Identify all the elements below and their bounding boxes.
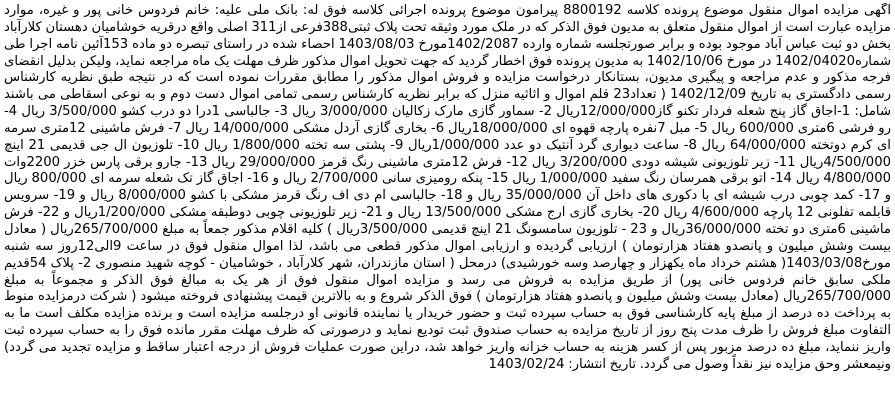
publish-date: 1403/02/24: [488, 356, 565, 372]
auction-notice-text: [4, 3, 891, 408]
notice-paragraph: [4, 3, 891, 374]
notice-body: آگهی مزایده اموال منقول موضوع پرونده کلاسه 8800192 پیرامون موضوع پرونده اجرائی کلاسه فوق له: بانک ملی علیه: خانم فردوس خانی پور و غیره، موارد مزایده عبارت است از اموال منقول متعلق به مدیون فوق الذکر که در ملک مورد وثیقه تحت پلاک ثبتی388فرعی از311 اصلی واقع درقریه خوشامیان دهستان کلارآباد بخش دو ثبت عباس آباد موجود بوده و برابر صورتجلسه شماره وارده 1402/2087مورخ 1403/08/03 احصاء شده در راستای تبصره دو ماده 153آئین نامه اجرا طی شماره1402/04020 در مورخ 1402/10/06 به مدیون پرونده فوق اخطار گردید که جهت تحویل اموال مذکور ظرف مهلت یک ماه مراجعه نماید، ولیکن بدلیل انقضای فرجه مذکور و عدم مراجعه و پیگیری مدیون، بستانکار درخواست مزایده و فروش اموال مذکور را مطابق مقررات نموده است که در نتیجه طبق نظریه کارشناس رسمی دادگستری به تاریخ 1402/12/09 ( تعداد23 قلم اموال و اثاثیه منزل که برابر نظریه کارشناس رسمی تمامی اموال دست دوم و به نوعی اسقاطی می باشند شامل: 1-اجاق گاز پنج شعله فردار تکنو گاز12/000/000ریال 2- سماور گازی مارک زکالیان 3/000/000 ریال 3- جالباسی 1درا دو درب کشو 3/500/000 ریال 4- رو فرشی 6متری 600/000 ریال 5- مبل 7نفره پارچه قهوه ای 18/000/000ریال 6- بخاری گازی آردل مشکی 14/000/000 ریال 7- فرش ماشینی 12متری سرمه ای کرم دوتخته 64/000/000 ریال 8- ساعت دیواری گرد آنتیک دو عدد 1/000/000ریال 9- پشتی سه تخته 1/800/000 ریال 10- تلوزیون ال جی قدیمی 21 اینچ 4/500/000ریال 11- زیر تلوزیونی شیشه دودی 3/200/000 ریال 12- فرش 12متری ماشینی رنگ قرمز 29/000/000 ریال 13- جارو برقی پارس خزر 2200وات 4/800/000 ریال 14- اتو برقی همرسان رنگ سفید 1/000/000 ریال 15- پنکه رومیزی سانی 2/700/000 ریال و 16- اجاق گاز تک شعله سرمه ای 800/000 ریال و 17- کمد چوبی درب شیشه ای با دکوری های داخل آن 35/000/000 ریال و 18- جالباسی ام دی اف رنگ قرمز مشکی با کشو 8/000/000 ریال و 19- سرویس قابلمه تفلونی 12 پارچه 4/600/000 ریال 20- بخاری گازی ارج مشکی 13/500/000 ریال و 21- زیر تلوزیونی چوبی دوطبقه مشکی 1/200/000ریال و 22- فرش ماشینی 6متری دو تخته 36/000/000ریال و 23 - تلوزیون سامسونگ 21 اینچ قدیمی 3/500/000ریال ) کلیه اقلام مذکور جمعاً به مبلغ 265/700/000ریال ( معادل بیست وشش میلیون و پانصدو هفتاد هزارتومان ) ارزیابی گردیده و ارزیابی اموال مذکور قطعی می باشد، لذا اموال منقول فوق در ساعت 9الی12روز سه شنبه مورخ1403/03/08( هشتم خرداد ماه یکهزار و چهارصد وسه خورشیدی) درمحل ( استان مازندران، شهر کلارآباد ، خوشامیان - کوچه شهید منصوری 2- پلاک 54قدیم ملکی سابق خانم فردوس خانی پور) از طریق مزایده به فروش می رسد و مزایده اموال منقول فوق از هر یک به مبالغ فوق الذکر و مجموعاً به مبلغ 265/700/000ریال (معادل بیست وشش میلیون و پانصدو هفتاد هزارتومان ) فوق الذکر شروع و به بالاترین قیمت پیشنهادی فروخته میشود ( شرکت درمزایده منوط به پرداخت ده درصد از مبلغ پایه کارشناسی فوق به حساب سپرده ثبت و حضور خریدار یا نماینده قانونی او درجلسه مزایده است و برنده مزایده مکلف است ما به التفاوت مبلغ فروش را ظرف مدت پنج روز از تاریخ مزایده به حساب صندوق ثبت تودیع نماید و درصورتی که ظرف مهلت مقرر مانده فوق را به حساب سپرده ثبت واریز ننماید، مبلغ ده درصد مزبور پس از کسر هزینه به حساب خزانه واریز خواهد شد، دراین صورت عملیات فروش از درجه اعتبار ساقط و مزایده تجدید می گردد) ونیمعشر وحق مزایده نیز نقداً وصول می گردد. تاریخ انتشار:: [4, 3, 891, 372]
